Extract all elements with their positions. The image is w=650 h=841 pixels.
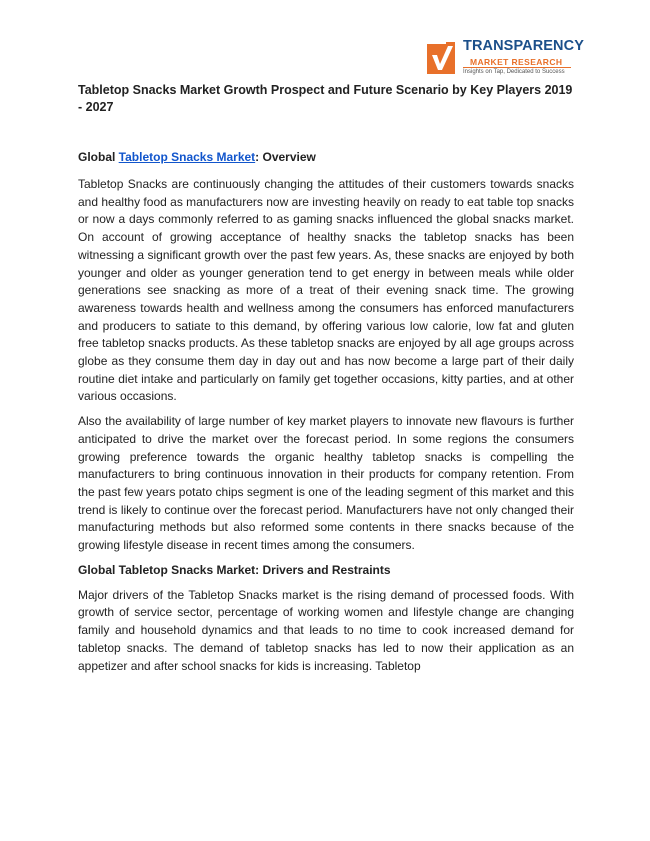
overview-paragraph-1: Tabletop Snacks are continuously changing the attitudes of their customers towards snacks and healthy food as manufacturers now are investing heavily on ready to eat table top snacks or now a days commonly referred to as gaming snacks influenced the global snacks market. On account of growing acceptance of healthy snacks the tabletop snacks has been witnessing a significant growth over the past few years. As, these snacks are enjoyed by both younger and older as younger generation tend to get energy in between meals while older generations see snacking as more of a treat of their evening snack time. The growing awareness towards health and wellness among the consumers has enforced manufacturers and producers to satiate to this demand, by offering various low calorie, low fat and gluten free tabletop snacks products. As these tabletop snacks are enjoyed by all age groups across globe as they consume them day in day out and has now become a large part of their daily routine diet intake and particularly on family get together occasions, kitty parties, and at other various occasions. (78, 177, 574, 404)
drivers-heading: Global Tabletop Snacks Market: Drivers and Restraints (78, 562, 391, 577)
logo-mark-icon (424, 40, 458, 76)
overview-heading-prefix: Global (78, 150, 119, 164)
logo-brand-name: TRANSPARENCY (463, 38, 584, 54)
overview-heading (78, 149, 574, 166)
overview-paragraph-2: Also the availability of large number of key market players to innovate new flavours is further anticipated to drive the market over the forecast period. In some regions the consumers growing preference towards the organic healthy tabletop snacks is compelling the manufacturers to bring continuous innovation in their products for company retention. From the past few years potato chips segment is one of the leading segment of this market and this trend is likely to continue over the forecast period. Manufacturers have not only changed their manufacturing methods but also reformed some contents in there snacks because of the growing lifestyle disease in recent times among the consumers. (78, 414, 574, 553)
drivers-paragraph: Major drivers of the Tabletop Snacks market is the rising demand of processed foods. With growth of service sector, percentage of working women and lifestyle change are changing family and household dynamics and that leads to no time to cook increased demand for tabletop snacks. The demand of tabletop snacks has led to now their application as an appetizer and after school snacks for kids is increasing. Tabletop (78, 587, 574, 673)
tabletop-snacks-market-link[interactable]: Tabletop Snacks Market (118, 150, 256, 164)
logo-divider (463, 67, 571, 68)
company-logo (424, 38, 584, 78)
overview-heading-suffix: : Overview (255, 150, 316, 164)
logo-subtitle: MARKET RESEARCH (470, 57, 563, 67)
document-body (78, 82, 574, 675)
document-title: Tabletop Snacks Market Growth Prospect and Future Scenario by Key Players 2019 - 2027 (78, 83, 573, 114)
logo-tagline: Insights on Tap, Dedicated to Success (463, 69, 565, 75)
